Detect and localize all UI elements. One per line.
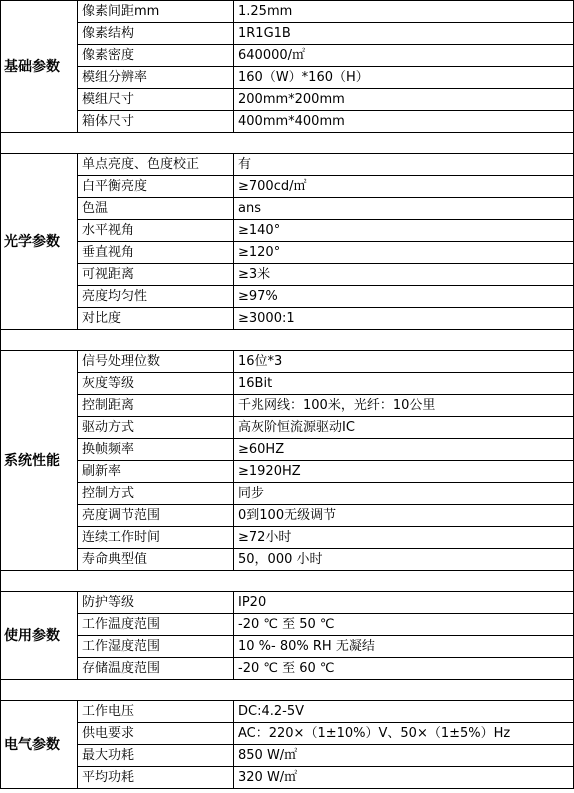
table-row	[1, 286, 574, 308]
param-value: 400mm*400mm	[234, 111, 574, 133]
param-label: 存储温度范围	[78, 658, 234, 680]
table-row	[1, 67, 574, 89]
param-value: 16位*3	[234, 351, 574, 373]
table-row	[1, 417, 574, 439]
param-value: 160（W）*160（H）	[234, 67, 574, 89]
param-value: ≥1920HZ	[234, 461, 574, 483]
param-label: 寿命典型值	[78, 549, 234, 571]
param-value: -20 ℃ 至 50 ℃	[234, 614, 574, 636]
param-value: ≥3000:1	[234, 308, 574, 330]
param-value: 0到100无级调节	[234, 505, 574, 527]
param-value: 640000/㎡	[234, 45, 574, 67]
param-label: 工作温度范围	[78, 614, 234, 636]
param-label: 对比度	[78, 308, 234, 330]
table-row	[1, 767, 574, 789]
table-row	[1, 176, 574, 198]
table-row	[1, 549, 574, 571]
param-label: 平均功耗	[78, 767, 234, 789]
param-label: 像素间距mm	[78, 1, 234, 23]
param-value: ≥700cd/㎡	[234, 176, 574, 198]
section-spacer	[1, 330, 574, 351]
param-value: ≥3米	[234, 264, 574, 286]
section-spacer	[1, 133, 574, 154]
table-row	[1, 439, 574, 461]
param-value: ans	[234, 198, 574, 220]
table-row	[1, 461, 574, 483]
param-value: ≥140°	[234, 220, 574, 242]
param-value: 高灰阶恒流源驱动IC	[234, 417, 574, 439]
table-row	[1, 23, 574, 45]
param-label: 像素结构	[78, 23, 234, 45]
table-row	[1, 220, 574, 242]
param-label: 最大功耗	[78, 745, 234, 767]
section-spacer	[1, 680, 574, 701]
section-title: 电气参数	[1, 701, 78, 789]
param-value: 320 W/㎡	[234, 767, 574, 789]
param-value: 50，000 小时	[234, 549, 574, 571]
param-label: 刷新率	[78, 461, 234, 483]
section-title: 系统性能	[1, 351, 78, 571]
param-value: DC:4.2-5V	[234, 701, 574, 723]
param-value: 1R1G1B	[234, 23, 574, 45]
param-value: AC：220×（1±10%）V、50×（1±5%）Hz	[234, 723, 574, 745]
param-label: 亮度均匀性	[78, 286, 234, 308]
param-label: 白平衡亮度	[78, 176, 234, 198]
param-label: 防护等级	[78, 592, 234, 614]
param-value: 1.25mm	[234, 1, 574, 23]
section-title: 基础参数	[1, 1, 78, 133]
table-row	[1, 111, 574, 133]
param-label: 连续工作时间	[78, 527, 234, 549]
table-row	[1, 614, 574, 636]
param-label: 亮度调节范围	[78, 505, 234, 527]
param-label: 信号处理位数	[78, 351, 234, 373]
param-label: 模组分辨率	[78, 67, 234, 89]
param-label: 工作湿度范围	[78, 636, 234, 658]
table-row	[1, 89, 574, 111]
param-label: 控制距离	[78, 395, 234, 417]
param-label: 灰度等级	[78, 373, 234, 395]
table-row	[1, 658, 574, 680]
param-label: 箱体尺寸	[78, 111, 234, 133]
table-row	[1, 701, 574, 723]
section-spacer	[1, 571, 574, 592]
param-label: 单点亮度、色度校正	[78, 154, 234, 176]
param-value: IP20	[234, 592, 574, 614]
table-row	[1, 395, 574, 417]
table-row	[1, 745, 574, 767]
param-value: 千兆网线：100米，光纤：10公里	[234, 395, 574, 417]
param-value: ≥72小时	[234, 527, 574, 549]
param-value: 200mm*200mm	[234, 89, 574, 111]
section-title: 光学参数	[1, 154, 78, 330]
table-row	[1, 1, 574, 23]
param-label: 驱动方式	[78, 417, 234, 439]
table-row	[1, 242, 574, 264]
param-value: 16Bit	[234, 373, 574, 395]
param-label: 控制方式	[78, 483, 234, 505]
table-row	[1, 264, 574, 286]
param-label: 水平视角	[78, 220, 234, 242]
table-row	[1, 154, 574, 176]
param-label: 垂直视角	[78, 242, 234, 264]
table-row	[1, 198, 574, 220]
table-row	[1, 45, 574, 67]
param-label: 供电要求	[78, 723, 234, 745]
table-row	[1, 373, 574, 395]
param-value: 850 W/㎡	[234, 745, 574, 767]
table-row	[1, 308, 574, 330]
param-value: 同步	[234, 483, 574, 505]
param-label: 色温	[78, 198, 234, 220]
param-value: ≥120°	[234, 242, 574, 264]
param-value: ≥97%	[234, 286, 574, 308]
table-row	[1, 483, 574, 505]
param-value: 有	[234, 154, 574, 176]
param-label: 像素密度	[78, 45, 234, 67]
section-title: 使用参数	[1, 592, 78, 680]
table-row	[1, 505, 574, 527]
param-label: 工作电压	[78, 701, 234, 723]
param-value: -20 ℃ 至 60 ℃	[234, 658, 574, 680]
param-label: 可视距离	[78, 264, 234, 286]
table-row	[1, 592, 574, 614]
table-row	[1, 351, 574, 373]
param-value: 10 %- 80% RH 无凝结	[234, 636, 574, 658]
param-label: 模组尺寸	[78, 89, 234, 111]
table-row	[1, 636, 574, 658]
table-row	[1, 723, 574, 745]
param-label: 换帧频率	[78, 439, 234, 461]
table-row	[1, 527, 574, 549]
param-value: ≥60HZ	[234, 439, 574, 461]
